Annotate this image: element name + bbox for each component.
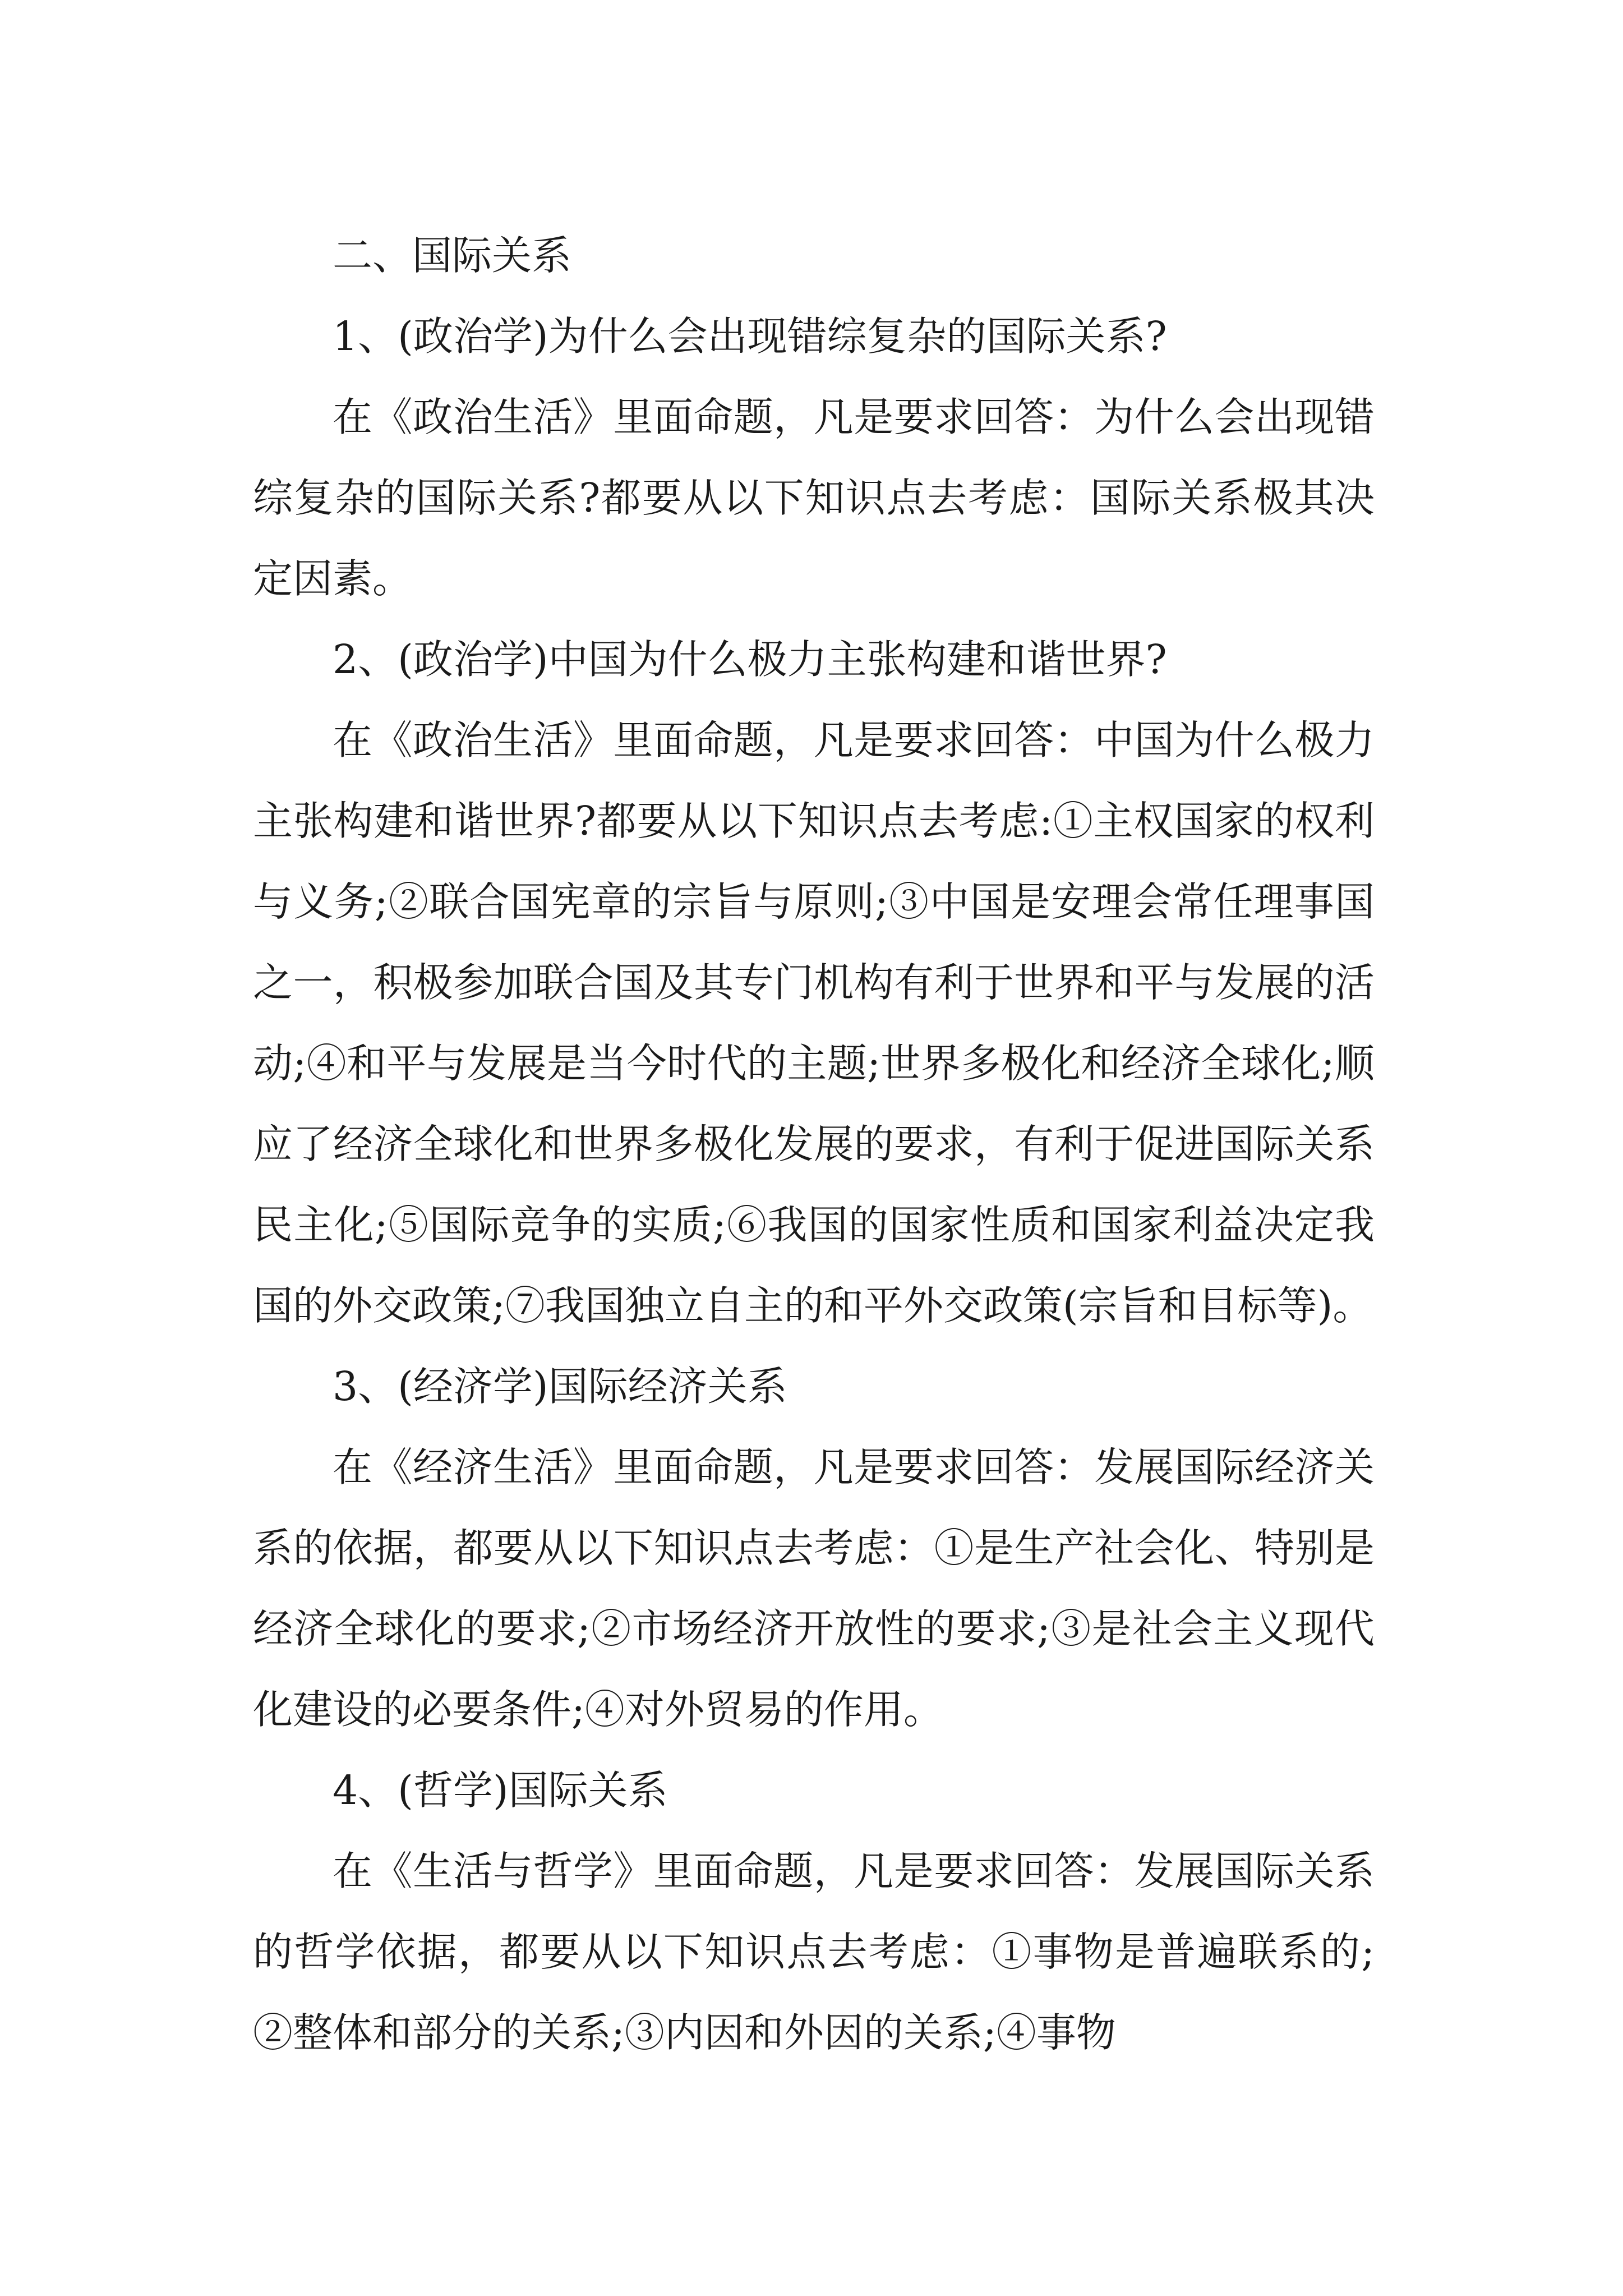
question-3-heading: 3、(经济学)国际经济关系 bbox=[333, 1363, 787, 1410]
question-1-paragraph: 在《政治生活》里面命题，凡是要求回答：为什么会出现错综复杂的国际关系?都要从以下知识点去考虑：国际关系极其决定因素。 bbox=[253, 394, 1375, 602]
question-2-paragraph: 在《政治生活》里面命题，凡是要求回答：中国为什么极力主张构建和谐世界?都要从以下知识点去考虑:①主权国家的权利与义务;②联合国宪章的宗旨与原则;③中国是安理会常任理事国之一，积极参加联合国及其专门机构有利于世界和平与发展的活动;④和平与发展是当今时代的主题;世界多极化和经济全球化;顺应了经济全球化和世界多极化发展的要求，有利于促进国际关系民主化;⑤国际竞争的实质;⑥我国的国家性质和国家利益决定我国的外交政策;⑦我国独立自主的和平外交政策(宗旨和目标等)。 bbox=[253, 717, 1375, 1329]
question-4-heading: 4、(哲学)国际关系 bbox=[333, 1767, 668, 1814]
question-2-heading: 2、(政治学)中国为什么极力主张构建和谐世界? bbox=[333, 636, 1167, 683]
question-4-paragraph: 在《生活与哲学》里面命题，凡是要求回答：发展国际关系的哲学依据，都要从以下知识点去考虑：①事物是普遍联系的;②整体和部分的关系;③内因和外因的关系;④事物 bbox=[253, 1848, 1375, 2056]
section-title: 二、国际关系 bbox=[333, 232, 572, 279]
document-body bbox=[253, 215, 1375, 2073]
question-1-heading: 1、(政治学)为什么会出现错综复杂的国际关系? bbox=[333, 313, 1167, 360]
question-3-paragraph: 在《经济生活》里面命题，凡是要求回答：发展国际经济关系的依据，都要从以下知识点去考虑：①是生产社会化、特别是经济全球化的要求;②市场经济开放性的要求;③是社会主义现代化建设的必要条件;④对外贸易的作用。 bbox=[253, 1444, 1375, 1733]
